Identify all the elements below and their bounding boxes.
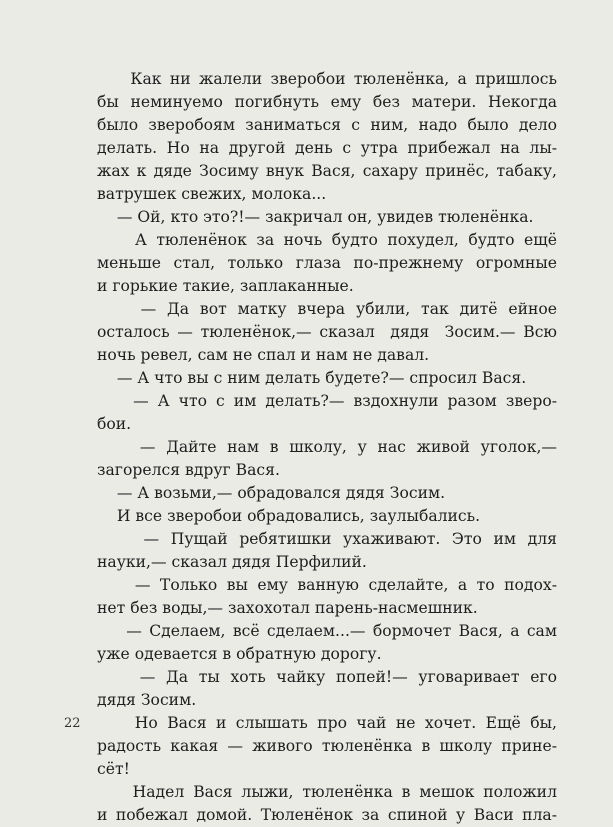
text-line: — А возьми,— обрадовался дядя Зосим. [97,484,446,502]
text-line: И все зверобои обрадовались, заулыбались. [97,507,481,525]
text-line: нет без воды,— захохотал парень-насмешник. [97,599,478,617]
text-line: — Ой, кто это?!— закричал он, увидев тюленёнка. [97,208,534,226]
text-line: — Только вы ему ванную сделайте, а то подох- [97,576,557,594]
text-line: и горькие такие, заплаканные. [97,277,354,295]
text-line: радость какая — живого тюленёнка в школу прине- [97,737,557,755]
text-line: и побежал домой. Тюленёнок за спиной у Васи пла- [97,806,557,824]
text-line: Как ни жалели зверобои тюленёнка, а пришлось [97,70,557,88]
text-line: ночь ревел, сам не спал и нам не давал. [97,346,430,364]
text-line: загорелся вдруг Вася. [97,461,280,479]
text-line: было зверобоям заниматься с ним, надо было дело [97,116,557,134]
text-line: бы неминуемо погибнуть ему без матери. Некогда [97,93,557,111]
text-line: дядя Зосим. [97,691,197,709]
text-line: сёт! [97,760,130,778]
text-line: Надел Вася лыжи, тюленёнка в мешок положил [97,783,557,801]
text-line: Но Вася и слышать про чай не хочет. Ещё бы, [97,714,557,732]
text-line: — Дайте нам в школу, у нас живой уголок,— [97,438,557,456]
text-line: ватрушек свежих, молока... [97,185,327,203]
text-line: меньше стал, только глаза по-прежнему огромные [97,254,557,272]
body-text [97,68,557,827]
text-line: — А что вы с ним делать будете?— спросил Вася. [97,369,527,387]
text-line: — Да ты хоть чайку попей!— уговаривает его [97,668,557,686]
page-number: 22 [64,716,81,731]
text-line: науки,— сказал дядя Перфилий. [97,553,367,571]
text-line: уже одевается в обратную дорогу. [97,645,382,663]
text-line: делать. Но на другой день с утра прибежал на лы- [97,139,557,157]
text-line: А тюленёнок за ночь будто похудел, будто ещё [97,231,557,249]
text-line: осталось — тюленёнок,— сказал дядя Зосим.— Всю [97,323,557,341]
text-line: — Да вот матку вчера убили, так дитё ейное [97,300,557,318]
text-line: — Пущай ребятишки ухаживают. Это им для [97,530,557,548]
text-line: жах к дяде Зосиму внук Вася, сахару принёс, табаку, [97,162,557,180]
text-line: — А что с им делать?— вздохнули разом звер​о- [97,392,557,410]
text-line: — Сделаем, всё сделаем...— бормочет Вася, а сам [97,622,557,640]
text-line: бои. [97,415,132,433]
